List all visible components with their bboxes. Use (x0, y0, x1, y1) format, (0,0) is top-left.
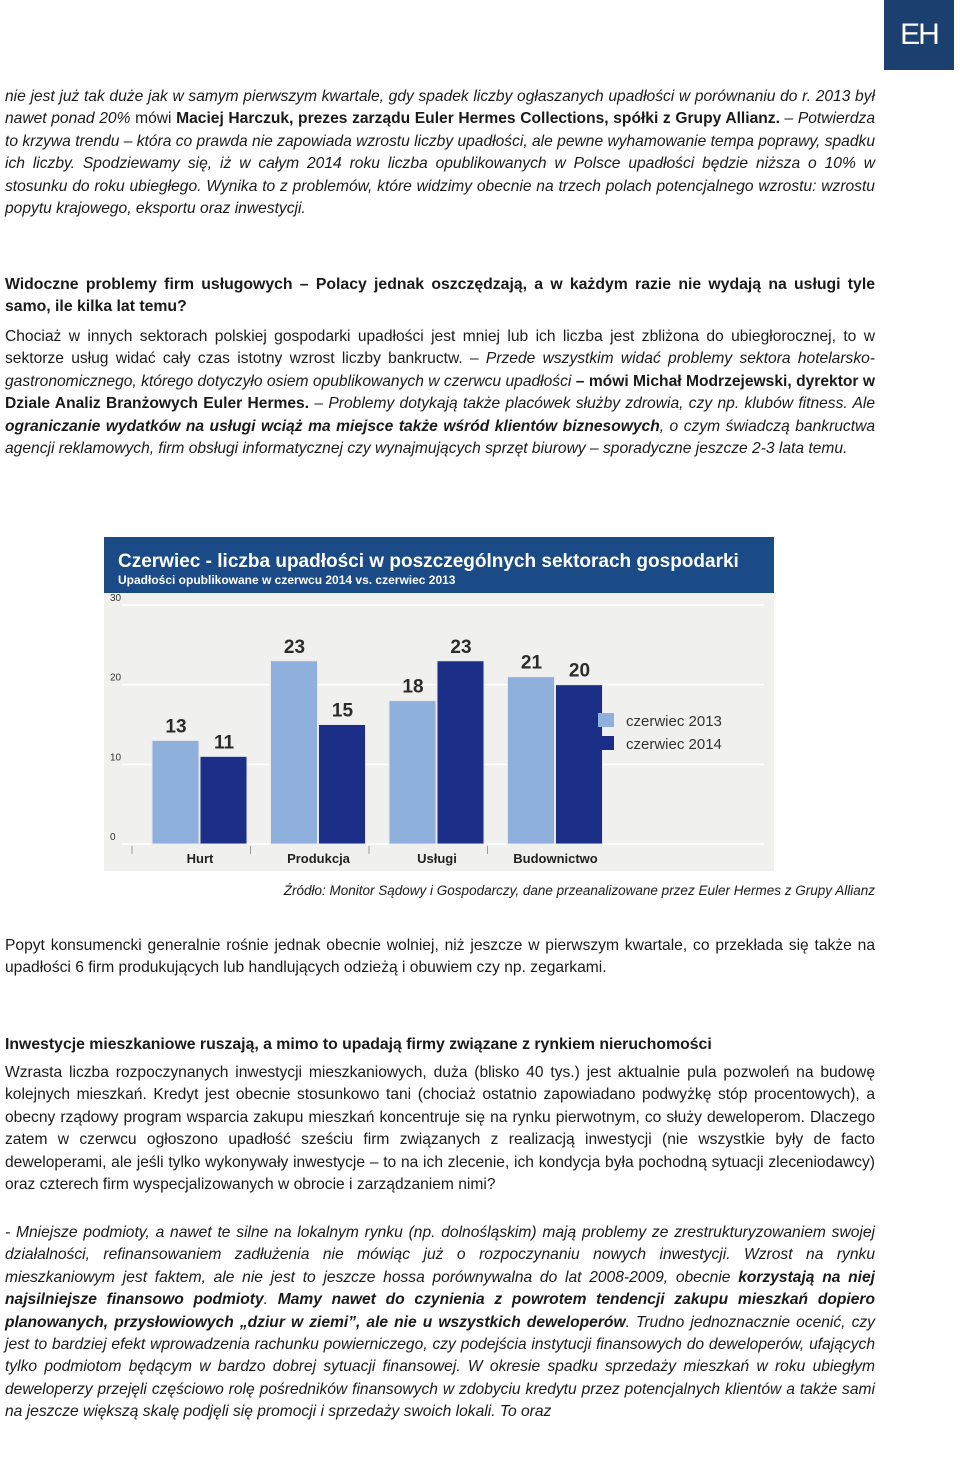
paragraph-1 (5, 86, 875, 220)
chart-svg (104, 537, 774, 871)
chart-source-caption: Źródło: Monitor Sądowy i Gospodarczy, dane przeanalizowane przez Euler Hermes z Grupy Allianz (283, 883, 875, 898)
bar-1 (200, 756, 247, 844)
y-tick-label: 30 (110, 593, 122, 604)
data-label: 23 (450, 636, 472, 658)
data-label: 11 (213, 732, 235, 754)
para2-quote-bold: ograniczanie wydatków na usługi wciąż ma miejsce także wśród klientów biznesowych (5, 417, 660, 435)
para1-text-a: nie jest już tak duże jak w samym pierwszym kwartale, gdy spadek liczby ogłaszanych upadłości w porównaniu do r. 2013 był nawet ponad 20% (5, 88, 875, 128)
category-label: Produkcja (287, 851, 350, 866)
bankruptcy-chart (104, 537, 774, 871)
category-label: Budownictwo (513, 851, 598, 866)
para5-text-a: - Mniejsze podmioty, a nawet te silne na lokalnym rynku (np. dolnośląskim) mają problemy ze zrestrukturyzowaniem swojej działalności, refinansowaniem zadłużenia nie mówiąc już o rozpoczynaniu nowych inwestycji. Wzrost na rynku mieszkaniowym jest faktem, ale nie jest to jeszcze hossa porównywalna do lat 2008-2009, obecnie (5, 1224, 875, 1286)
y-tick-label: 20 (110, 672, 122, 684)
data-label: 21 (520, 652, 543, 674)
para2-quote-a: – Przede wszystkim widać problemy sektora hotelarsko-gastronomicznego, którego dotyczyło osiem opublikowanych w czerwcu upadłości (5, 350, 875, 390)
paragraph-5 (5, 1222, 875, 1424)
para5-bold-a: korzystają na niej najsilniejsze finansowo podmioty (5, 1268, 875, 1309)
para1-quote: – Potwierdza to krzywa trendu – która co prawda nie zapowiada wzrostu liczby upadłości, ale pewne wyhamowanie tempa poprawy, spadku ich liczby. Spodziewamy się, iż w całym 2014 roku liczba opublikowanych w Polsce upadłości będzie niższa o 10% w stosunku do roku ubiegłego. Wynika to z problemów, które widzimy obecnie na trzech polach potencjalnego wzrostu: wzrostu popytu krajowego, eksportu oraz inwestycji. (5, 110, 875, 218)
bar-0 (389, 701, 436, 844)
bar-0 (271, 661, 318, 844)
chart-subtitle: Upadłości opublikowane w czerwcu 2014 vs. czerwiec 2013 (118, 573, 456, 587)
bar-1 (437, 661, 484, 844)
chart-title: Czerwiec - liczba upadłości w poszczególnych sektorach gospodarki (118, 551, 739, 572)
para2-speaker: – mówi Michał Modrzejewski, dyrektor w Dziale Analiz Branżowych Euler Hermes. (5, 372, 875, 413)
para2-quote-c: , o czym świadczą bankructwa agencji reklamowych, firm obsługi informatycznej czy wynajmujących sprzęt biurowy – sporadyczne jeszcze 2-3 lata temu. (5, 417, 875, 458)
section-heading-housing: Inwestycje mieszkaniowe ruszają, a mimo to upadają firmy związane z rynkiem nieruchomości (5, 1036, 712, 1053)
para5-text-c: . Trudno jednoznacznie ocenić, czy jest to bardziej efekt wprowadzenia rachunku powierniczego, czy podejścia instytucji finansowych do deweloperów, ufających tylko podmiotom będącym w bardzo dobrej sytuacji finansowej. W okresie spadku sprzedaży mieszkań w roku ubiegłym deweloperzy przejęli częściowo rolę pośredników finansowych w zdobyciu kredytu przez potencjalnych klientów a także sami na jeszcze większą skalę podjęli się promocji i sprzedaży swoich lokali. To oraz (5, 1313, 875, 1421)
para1-text-b: mówi (135, 110, 177, 128)
para1-speaker: Maciej Harczuk, prezes zarządu Euler Hermes Collections, spółki z Grupy Allianz. (176, 110, 780, 128)
para5-bold-b: Mamy nawet do czynienia z powrotem tendencji zakupu mieszkań dopiero planowanych, przysłowiowych „dziur w ziemi”, ale nie u wszystkich deweloperów (5, 1291, 875, 1331)
legend-swatch (598, 736, 614, 750)
data-label: 15 (331, 700, 354, 722)
y-tick-label: 10 (110, 752, 122, 764)
bar-0 (152, 740, 199, 844)
data-label: 18 (402, 676, 424, 698)
category-label: Hurt (186, 851, 214, 866)
data-label: 13 (165, 716, 187, 738)
para5-text-b: . (263, 1291, 278, 1309)
bar-0 (508, 677, 555, 844)
bar-1 (319, 725, 366, 845)
data-label: 20 (568, 660, 591, 682)
paragraph-3: Popyt konsumencki generalnie rośnie jednak obecnie wolniej, niż jeszcze w pierwszym kwartale, co przekłada się także na upadłości 6 firm produkujących lub handlujących odzieżą i obuwiem czy np. zegarkami. (5, 937, 875, 977)
para2-quote-b: – Problemy dotykają także placówek służby zdrowia, czy np. klubów fitness. Ale (309, 395, 875, 413)
paragraph-2 (5, 326, 875, 460)
legend-swatch (598, 713, 614, 727)
category-label: Usługi (417, 851, 457, 866)
paragraph-4: Wzrasta liczba rozpoczynanych inwestycji mieszkaniowych, duża (blisko 40 tys.) jest aktualnie pula pozwoleń na budowę kolejnych mieszkań. Kredyt jest obecnie stosunkowo tani (chociaż ostatnio zapowiadano podwyżkę stóp procentowych), a obecny rządowy program wsparcia zakupu mieszkań koncentruje się na rynku pierwotnym, co służy deweloperom. Dlaczego zatem w czerwcu ogłoszono upadłość sześciu firm związanych z realizacją inwestycji (nie wszystkie były de facto deweloperami, ale jeśli tylko wykonywały inwestycje – to na ich zlecenie, ich kondycja była pochodną sytuacji zleceniodawcy) oraz czterech firm wyspecjalizowanych w obrocie i zarządzaniem nimi? (5, 1064, 875, 1194)
bar-1 (556, 685, 603, 844)
y-tick-label: 0 (110, 832, 116, 843)
legend-label: czerwiec 2013 (626, 713, 722, 730)
data-label: 23 (283, 636, 306, 658)
logo-text: EH (900, 18, 938, 51)
para2-text-a: Chociaż w innych sektorach polskiej gospodarki upadłości jest mniej lub ich liczba jest zbliżona do ubiegłorocznej, to w sektorze usług widać cały czas istotny wzrost liczby bankructw. (5, 328, 875, 368)
section-heading-services: Widoczne problemy firm usługowych – Polacy jednak oszczędzają, a w każdym razie nie wydają na usługi tyle samo, ile kilka lat temu? (5, 276, 875, 316)
euler-hermes-logo (884, 0, 954, 70)
legend-label: czerwiec 2014 (626, 736, 722, 753)
